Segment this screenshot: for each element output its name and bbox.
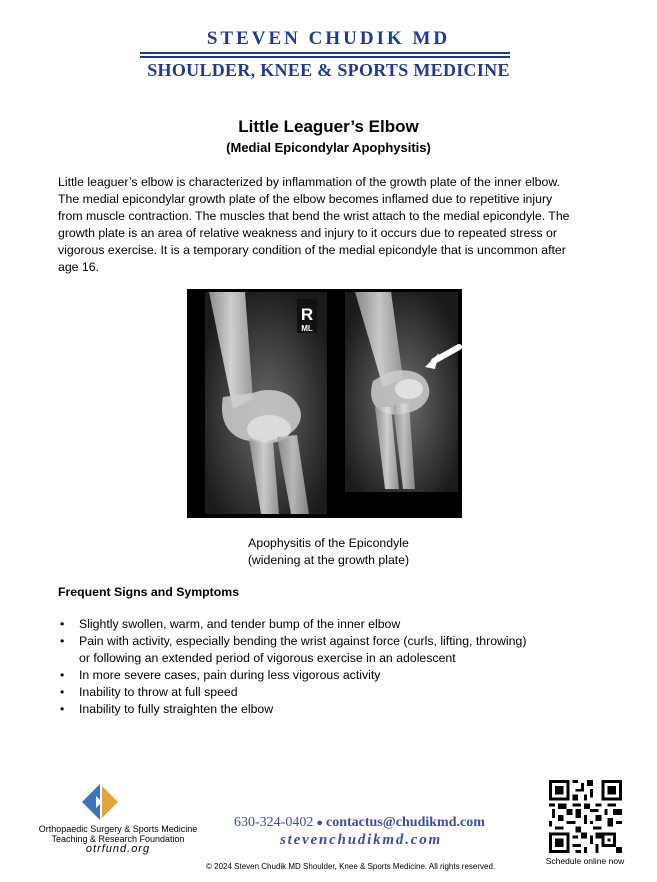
practice-name: STEVEN CHUDIK MD [206, 28, 451, 49]
symptom-line: or following an extended period of vigorous exercise in an adolescent [79, 651, 456, 665]
page-subtitle: (Medial Epicondylar Apophysitis) [226, 140, 431, 155]
xray-marker-r: R [300, 305, 314, 324]
xray-marker-ml: ML [301, 324, 313, 333]
website-link[interactable]: stevenchudikmd.com [280, 832, 442, 848]
qr-caption: Schedule online now [545, 856, 625, 866]
header-rule-top [140, 52, 510, 54]
symptom-line: • Slightly swollen, warm, and tender bump of the inner elbow [79, 617, 401, 631]
copyright-notice: © 2024 Steven Chudik MD Shoulder, Knee & Sports Medicine. All rights reserved. [206, 862, 496, 871]
qr-code-icon[interactable] [549, 780, 622, 853]
symptom-line: • In more severe cases, pain during less vigorous activity [79, 668, 381, 682]
foundation-url[interactable]: otrfund.org [85, 843, 151, 855]
symptoms-heading: Frequent Signs and Symptoms [58, 585, 240, 599]
intro-line: age 16. [58, 260, 100, 274]
symptom-line: • Inability to fully straighten the elbow [79, 702, 274, 716]
symptoms-list [58, 616, 598, 718]
intro-line: Little leaguer’s elbow is characterized by inflammation of the growth plate of the inner elbow. [58, 175, 560, 189]
caption-line-1: Apophysitis of the Epicondyle [248, 536, 409, 550]
symptom-item [58, 701, 598, 718]
foundation-name-line-1: Orthopaedic Surgery & Sports Medicine [38, 824, 198, 834]
separator-dot-icon: ● [316, 817, 323, 829]
xray-caption [0, 535, 657, 569]
intro-line: vigorous exercise. It is a temporary condition of the medial epicondyle that is uncommon after [58, 243, 566, 257]
header-rule-bottom [140, 56, 510, 58]
email-link[interactable]: contactus@chudikmd.com [325, 815, 485, 830]
xray-graphic [187, 289, 462, 518]
symptom-item [58, 633, 598, 667]
foundation-name [18, 824, 218, 844]
symptom-item [58, 667, 598, 684]
foundation-name-line-2: Teaching & Research Foundation [51, 834, 185, 844]
intro-line: growth plate is an area of relative weakness and injury to it occurs due to repeated stress or [58, 226, 557, 240]
symptom-line: • Pain with activity, especially bending the wrist against force (curls, lifting, throwing) [79, 634, 527, 648]
intro-line: The medial epicondylar growth plate of the elbow becomes inflamed due to repetitive injury [58, 192, 553, 206]
intro-paragraph [58, 174, 598, 276]
caption-line-2: (widening at the growth plate) [247, 553, 410, 567]
intro-line: from muscle contraction. The muscles that bend the wrist attach to the medial epicondyle. The [58, 209, 570, 223]
foundation-logo-icon [82, 784, 126, 825]
xray-image [187, 289, 462, 518]
contact-line [234, 815, 485, 831]
phone-number[interactable]: 630-324-0402 [234, 815, 314, 830]
page-title: Little Leaguer’s Elbow [238, 117, 419, 136]
symptom-item [58, 616, 598, 633]
practice-specialty: SHOULDER, KNEE & SPORTS MEDICINE [147, 60, 510, 80]
symptom-item [58, 684, 598, 701]
symptom-line: • Inability to throw at full speed [79, 685, 238, 699]
